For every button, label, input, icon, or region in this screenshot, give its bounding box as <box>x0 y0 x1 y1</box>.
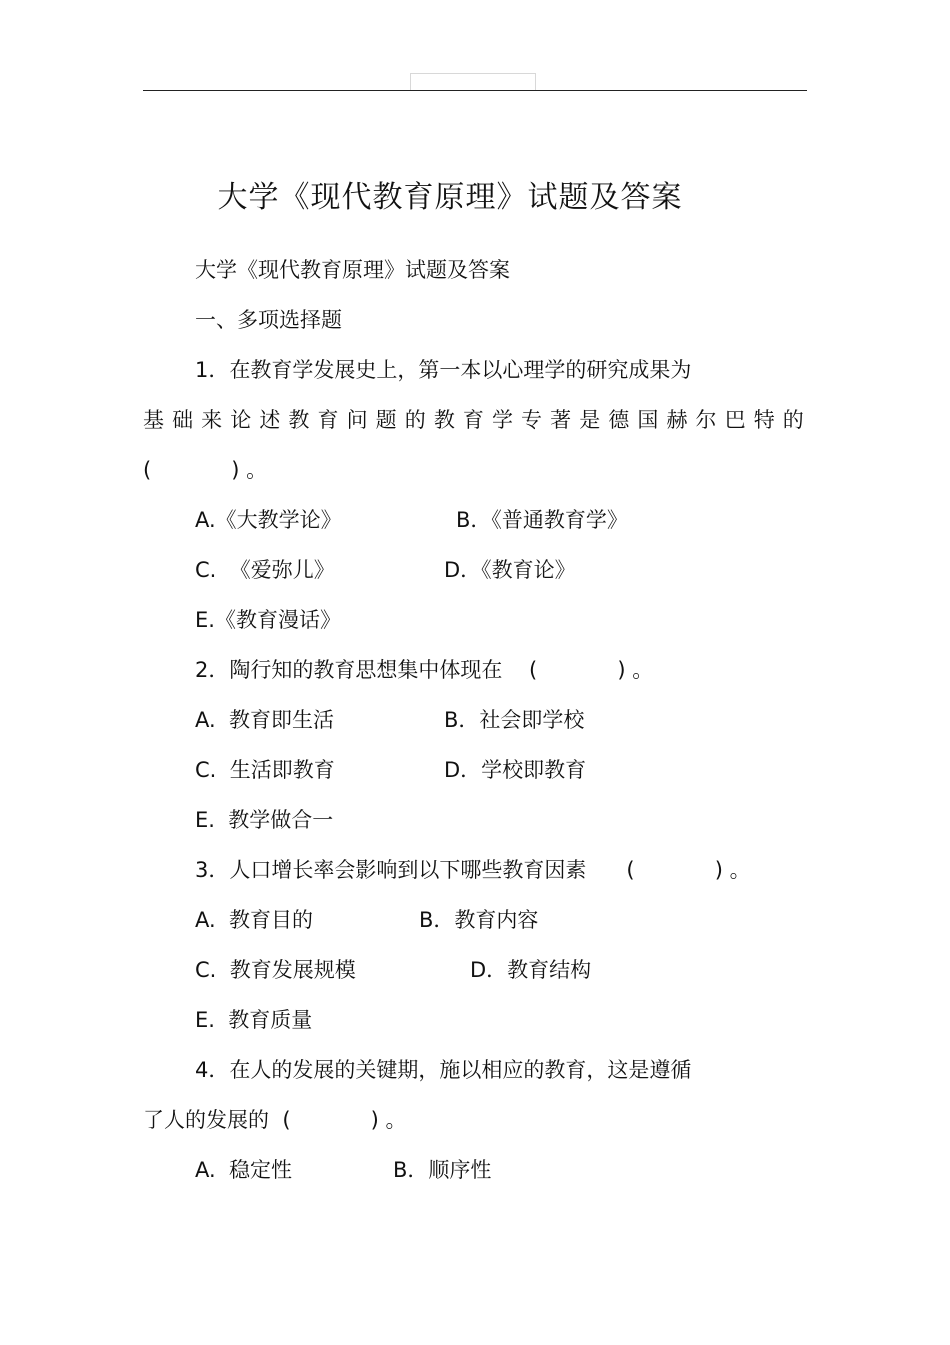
question-2-option-a: A. 教育即生活 <box>195 708 335 732</box>
question-3-option-d: D．教育结构 <box>470 958 592 982</box>
header-rule <box>143 90 807 91</box>
question-2-option-c: C. 生活即教育 <box>195 758 335 782</box>
header-tab <box>410 73 536 91</box>
question-2-line-1: 2．陶行知的教育思想集中体现在 ( ) 。 <box>195 658 654 682</box>
question-1-line-1: 1．在教育学发展史上，第一本以心理学的研究成果为 <box>195 358 692 382</box>
question-4-line-1: 4．在人的发展的关键期，施以相应的教育，这是遵循 <box>195 1058 692 1082</box>
question-3-option-c: C. 教育发展规模 <box>195 958 356 982</box>
question-2-option-b: B．社会即学校 <box>444 708 585 732</box>
question-3-option-b: B．教育内容 <box>419 908 539 932</box>
question-1-option-e: E.《教育漫话》 <box>195 608 341 632</box>
question-4-line-2: 了人的发展的 ( ) 。 <box>143 1108 407 1132</box>
document-title: 大学《现代教育原理》试题及答案 <box>217 180 683 215</box>
question-3-option-a: A. 教育目的 <box>195 908 314 932</box>
question-1-line-3: ( ) 。 <box>143 458 268 482</box>
subtitle: 大学《现代教育原理》试题及答案 <box>195 258 510 282</box>
question-4-option-a: A. 稳定性 <box>195 1158 293 1182</box>
question-3-option-e: E. 教育质量 <box>195 1008 313 1032</box>
question-2-option-d: D．学校即教育 <box>444 758 587 782</box>
question-1-option-d: D．《教育论》 <box>444 558 576 582</box>
question-1-option-c: C. 《爱弥儿》 <box>195 558 335 582</box>
question-1-option-a: A.《大教学论》 <box>195 508 342 532</box>
question-1-line-2: 基础来论述教育问题的教育学专著是德国赫尔巴特的 <box>143 408 807 432</box>
question-2-option-e: E. 教学做合一 <box>195 808 334 832</box>
question-1-option-b: B．《普通教育学》 <box>456 508 628 532</box>
question-3-line-1: 3．人口增长率会影响到以下哪些教育因素 ( ) 。 <box>195 858 751 882</box>
question-4-option-b: B．顺序性 <box>393 1158 492 1182</box>
section-heading: 一、多项选择题 <box>195 308 342 332</box>
